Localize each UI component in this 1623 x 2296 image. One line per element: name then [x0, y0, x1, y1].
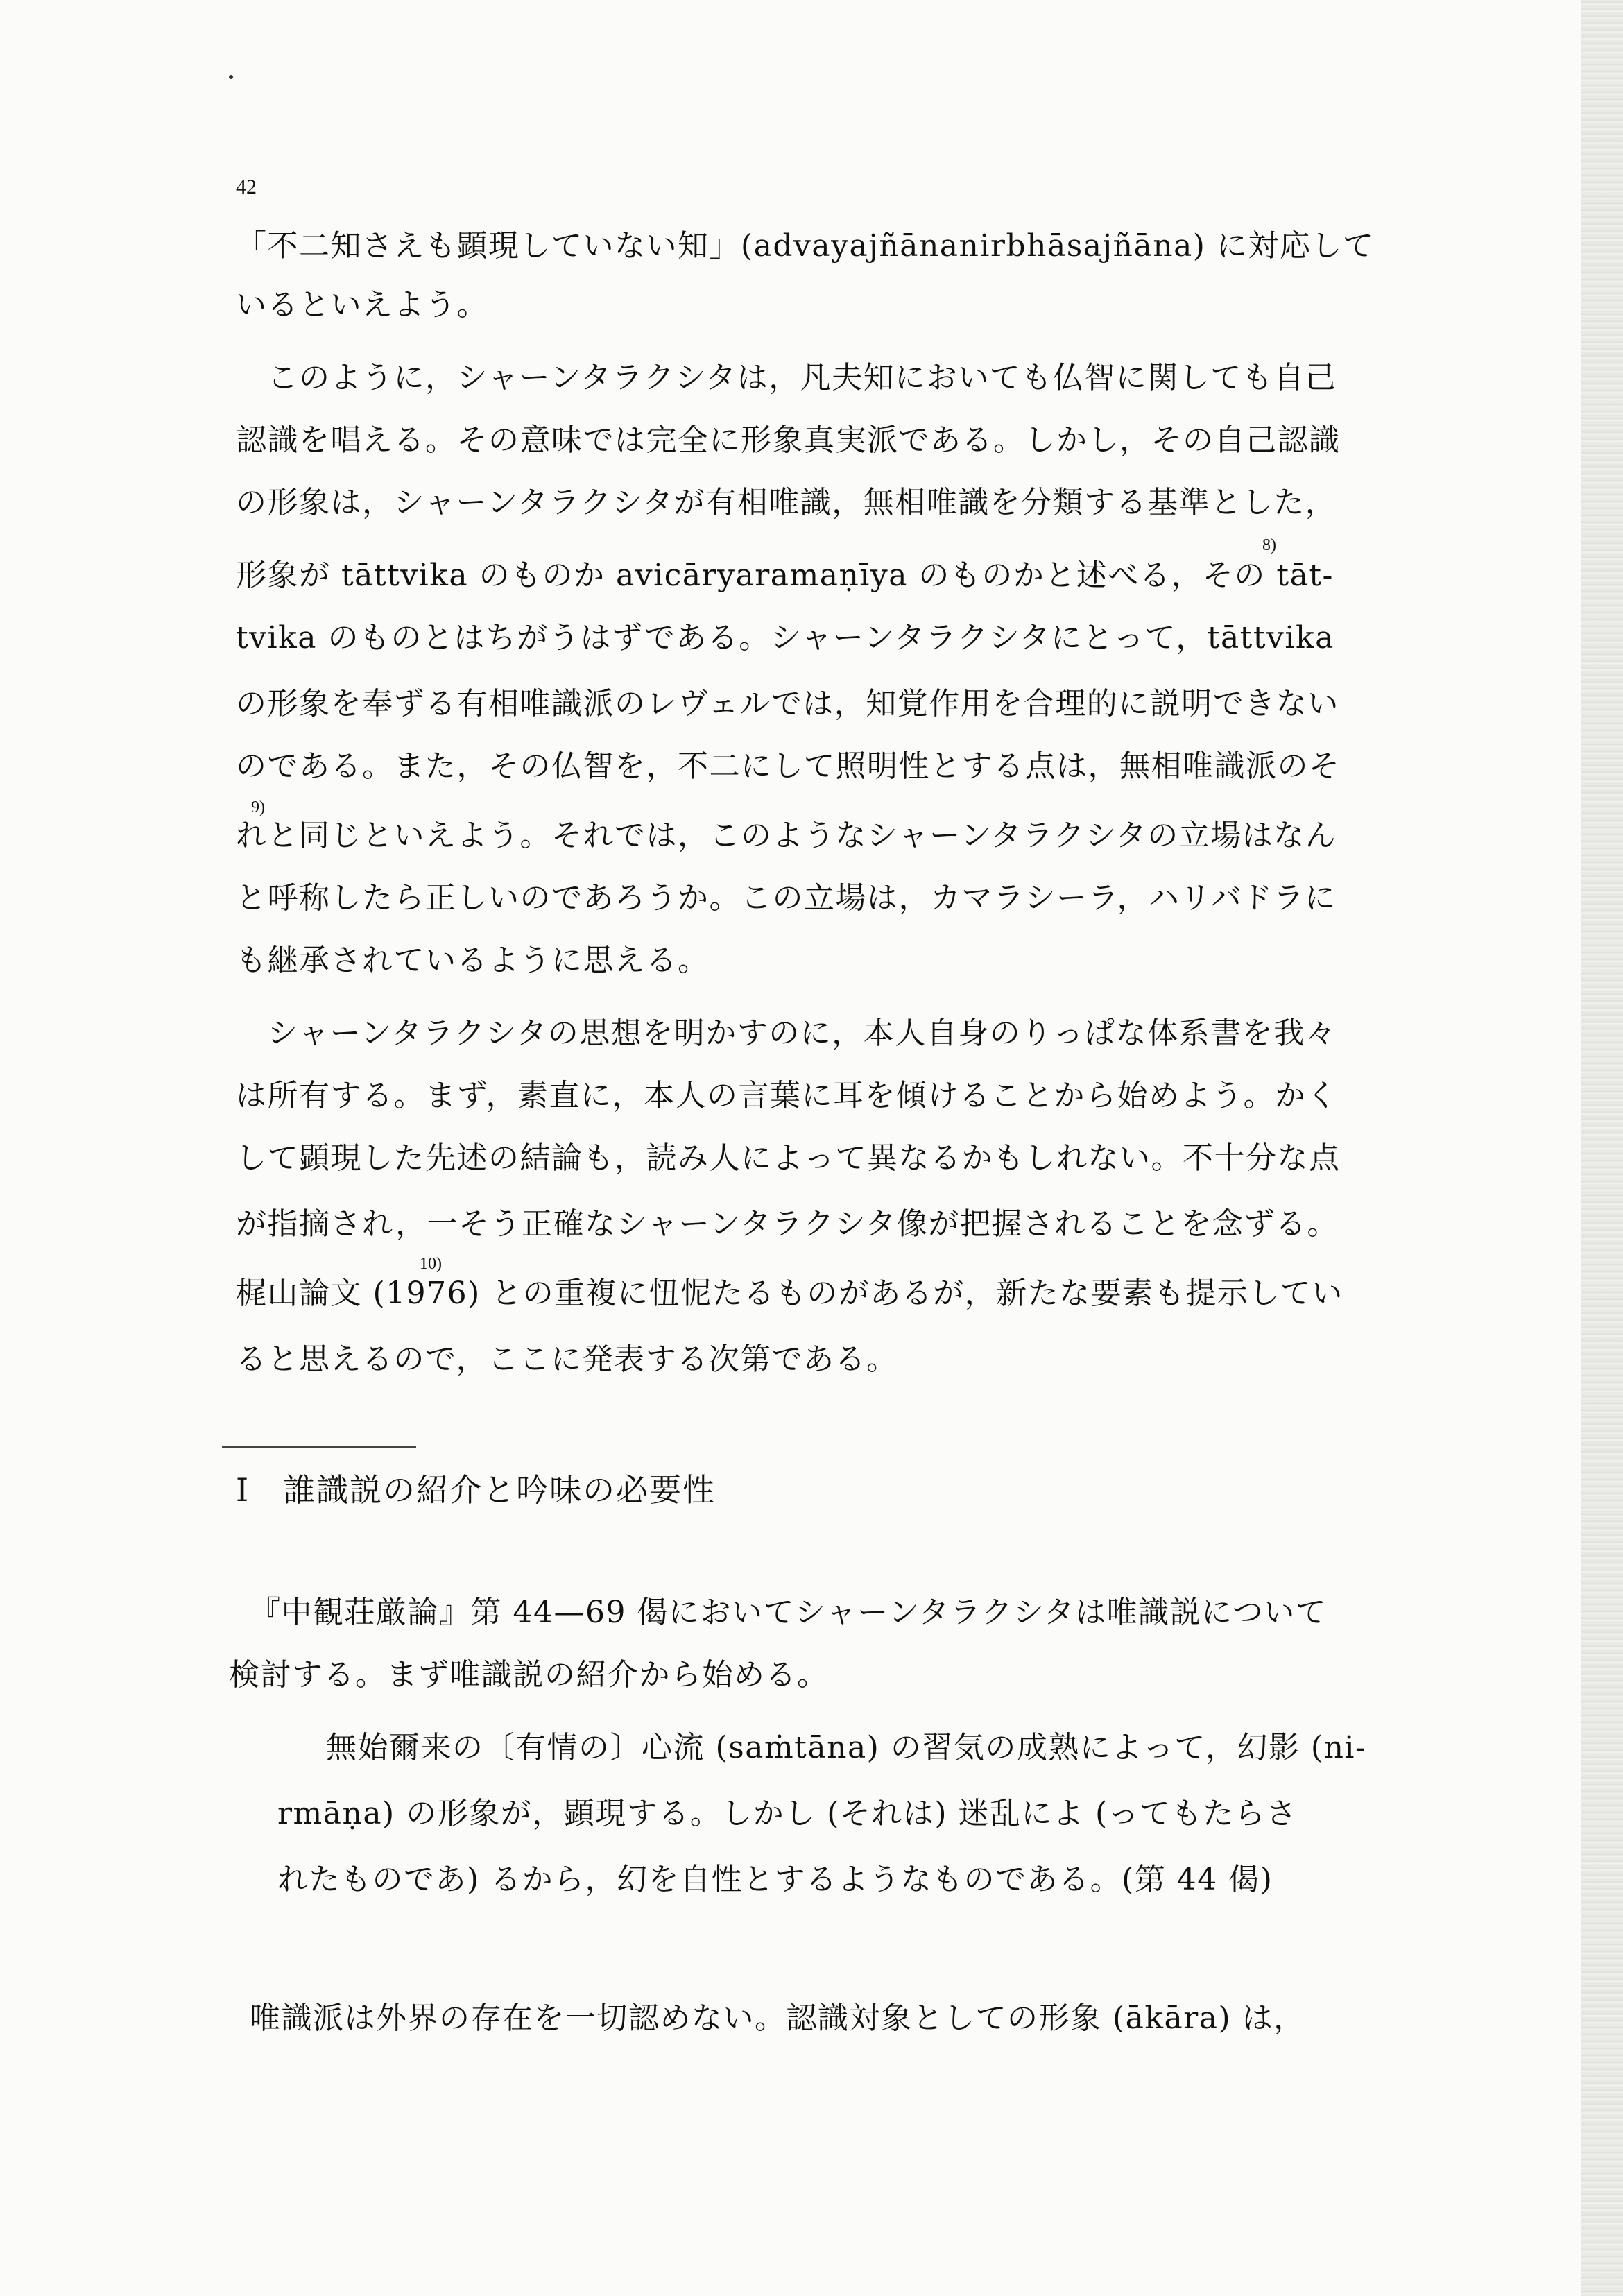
footnote-ref-10: 10): [420, 1255, 442, 1273]
body-line: の形象は，シャーンタラクシタが有相唯識，無相唯識を分類する基準とした，: [236, 485, 1337, 520]
body-line: が指摘され，一そう正確なシャーンタラクシタ像が把握されることを念ずる。: [236, 1206, 1339, 1242]
closing-line: 唯識派は外界の存在を一切認めない。認識対象としての形象 (ākāra) は，: [250, 2001, 1305, 2036]
scan-speck: [229, 75, 233, 79]
page-number: 42: [236, 175, 257, 198]
body-line: ると思えるので，ここに発表する次第である。: [236, 1342, 898, 1377]
body-line: の形象を奉ずる有相唯識派のレヴェルでは，知覚作用を合理的に説明できない: [236, 686, 1339, 721]
section-heading: I 誰識説の紹介と吟味の必要性: [236, 1471, 716, 1509]
body-line: して顕現した先述の結論も，読み人によって異なるかもしれない。不十分な点: [236, 1140, 1341, 1176]
section-line: 検討する。まず唯識説の紹介から始める。: [229, 1657, 829, 1693]
body-line: 「不二知さえも顕現していない知」(advayajñānanirbhāsajñāna) に対応して: [236, 228, 1375, 264]
body-line: このように，シャーンタラクシタは，凡夫知においても仏智に関しても自己: [236, 360, 1337, 395]
quote-line: れたものであ) るから，幻を自性とするようなものである。(第 44 偈): [277, 1862, 1273, 1897]
quote-line: rmāṇa) の形象が，顕現する。しかし (それは) 迷乱によ (ってもたらさ: [277, 1796, 1298, 1831]
footnote-ref-9: 9): [251, 798, 265, 816]
body-line: のである。また，その仏智を，不二にして照明性とする点は，無相唯識派のそ: [236, 748, 1341, 784]
body-line: 梶山論文 (1976) との重複に忸怩たるものがあるが，新たな要素も提示してい: [236, 1276, 1343, 1311]
body-line: れと同じといえよう。それでは，このようなシャーンタラクシタの立場はなん: [236, 818, 1337, 853]
section-rule: [222, 1446, 416, 1448]
quote-line: 無始爾来の〔有情の〕心流 (saṁtāna) の習気の成熟によって，幻影 (ni-: [326, 1730, 1367, 1765]
body-line: は所有する。まず，素直に，本人の言葉に耳を傾けることから始めよう。かく: [236, 1078, 1338, 1113]
body-line: シャーンタラクシタの思想を明かすのに，本人自身のりっぱな体系書を我々: [236, 1016, 1337, 1051]
section-line: 『中観荘厳論』第 44—69 偈においてシャーンタラクシタは唯識説について: [250, 1595, 1328, 1630]
body-line: tvika のものとはちがうはずである。シャーンタラクシタにとって，tāttvika: [236, 620, 1334, 656]
scan-page-edge: [1581, 0, 1623, 2296]
body-line: 認識を唱える。その意味では完全に形象真実派である。しかし，その自己認識: [236, 422, 1341, 458]
body-line: いるといえよう。: [236, 287, 488, 323]
body-line: も継承されているように思える。: [236, 943, 710, 978]
body-line: と呼称したら正しいのであろうか。この立場は，カマラシーラ，ハリバドラに: [236, 880, 1337, 916]
footnote-ref-8: 8): [1262, 536, 1276, 554]
body-line: 形象が tāttvika のものか avicāryaramaṇīya のものかと述べる，その tāt-: [236, 558, 1334, 593]
